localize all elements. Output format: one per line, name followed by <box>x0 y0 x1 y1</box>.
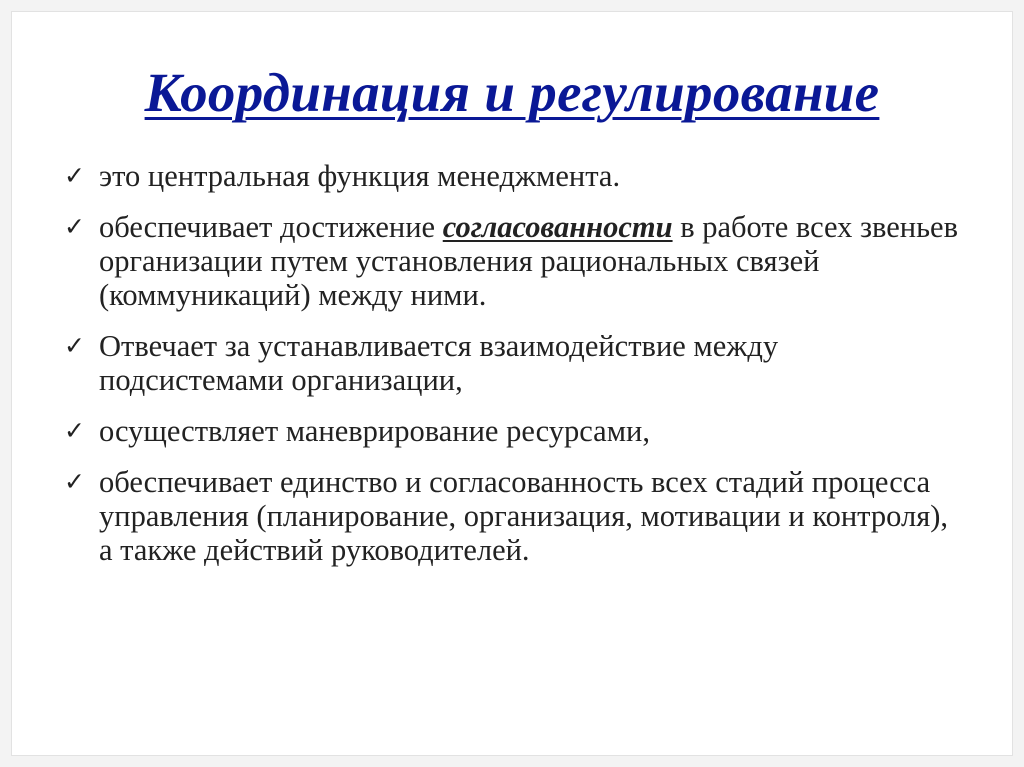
list-item-text: осуществляет маневрирование ресурсами, <box>99 414 650 448</box>
slide <box>11 11 1013 756</box>
emphasized-term: согласованности <box>442 210 673 244</box>
list-item <box>64 414 964 448</box>
list-item <box>64 210 964 312</box>
slide-title-text: Координация и регулирование <box>144 62 880 123</box>
slide-title <box>12 58 1012 128</box>
check-icon: ✓ <box>64 331 85 360</box>
list-item <box>64 465 964 567</box>
list-item-text: это центральная функция менеджмента. <box>99 159 621 193</box>
check-icon: ✓ <box>64 212 85 241</box>
check-icon: ✓ <box>64 161 85 190</box>
check-icon: ✓ <box>64 467 85 496</box>
list-item-text-after: в работе всех звеньев организации путем установления рациональных связей (коммуникаций) между ними. <box>99 210 958 312</box>
list-item-text-before: обеспечивает достижение <box>99 210 443 244</box>
check-icon: ✓ <box>64 416 85 445</box>
list-item <box>64 159 964 193</box>
list-item-text: Отвечает за устанавливается взаимодействие между подсистемами организации, <box>99 329 779 397</box>
bullet-list <box>64 159 964 584</box>
list-item-text: обеспечивает единство и согласованность всех стадий процесса управления (планирование, организация, мотивации и контроля), а также действий руководителей. <box>99 465 949 567</box>
list-item <box>64 329 964 397</box>
